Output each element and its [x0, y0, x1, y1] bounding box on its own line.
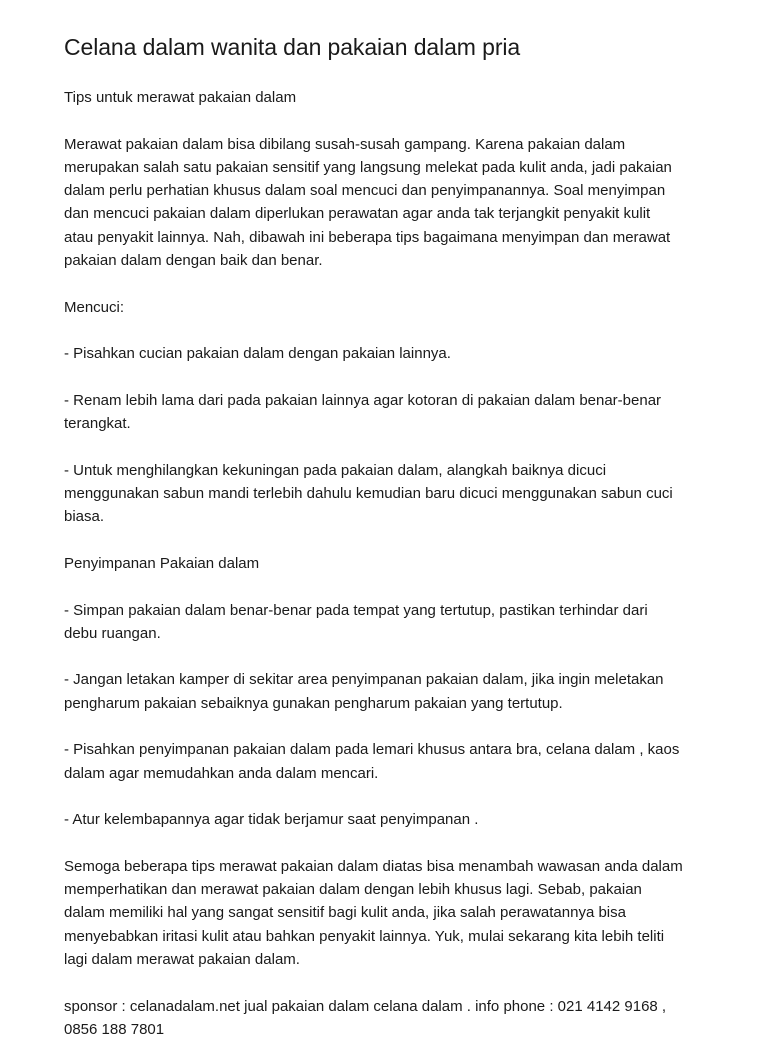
text-line: dalam perlu perhatian khusus dalam soal mencuci dan penyimpanannya. Soal menyimpan: [64, 182, 666, 200]
text-line: atau penyakit lainnya. Nah, dibawah ini beberapa tips bagaimana menyimpan dan merawat: [64, 228, 671, 246]
paragraph-intro: [64, 133, 714, 273]
list-item: [64, 738, 714, 785]
list-item: [64, 599, 714, 646]
text-line: Mencuci:: [64, 298, 125, 316]
paragraph-tips-heading: [64, 86, 714, 109]
section-heading-penyimpanan: [64, 552, 714, 575]
text-line: - Untuk menghilangkan kekuningan pada pakaian dalam, alangkah baiknya dicuci: [64, 461, 607, 479]
text-line: Penyimpanan Pakaian dalam: [64, 554, 260, 572]
text-line: memperhatikan dan merawat pakaian dalam dengan lebih khusus lagi. Sebab, pakaian: [64, 881, 642, 899]
text-line: Semoga beberapa tips merawat pakaian dalam diatas bisa menambah wawasan anda dalam: [64, 857, 683, 875]
text-line: - Atur kelembapannya agar tidak berjamur saat penyimpanan .: [64, 811, 479, 829]
document-page: [64, 31, 714, 1064]
sponsor-text: [64, 995, 714, 1042]
text-line: Tips untuk merawat pakaian dalam: [64, 89, 297, 106]
list-item: [64, 459, 714, 529]
page-title: Celana dalam wanita dan pakaian dalam pria: [64, 34, 521, 60]
text-line: menyebabkan iritasi kulit atau bahkan penyakit lainnya. Yuk, mulai sekarang kita lebih teliti: [64, 927, 665, 945]
text-line: Merawat pakaian dalam bisa dibilang susah-susah gampang. Karena pakaian dalam: [64, 135, 626, 153]
text-line: sponsor : celanadalam.net jual pakaian dalam celana dalam . info phone : 021 4142 9168 ,: [64, 997, 667, 1015]
text-line: - Simpan pakaian dalam benar-benar pada tempat yang tertutup, pastikan terhindar dari: [64, 601, 648, 619]
text-line: - Pisahkan penyimpanan pakaian dalam pada lemari khusus antara bra, celana dalam , kaos: [64, 741, 680, 759]
text-line: lagi dalam merawat pakaian dalam.: [64, 950, 300, 968]
text-line: 0856 188 7801: [64, 1020, 165, 1038]
text-line: dalam agar memudahkan anda dalam mencari.: [64, 764, 379, 782]
text-line: dalam memiliki hal yang sangat sensitif bagi kulit anda, jika salah perawatannya bisa: [64, 904, 626, 922]
text-line: debu ruangan.: [64, 624, 161, 642]
list-item: [64, 389, 714, 436]
list-item: [64, 668, 714, 715]
list-item: [64, 808, 714, 831]
text-line: dan mencuci pakaian dalam diperlukan perawatan agar anda tak terjangkit penyakit kulit: [64, 205, 651, 223]
text-line: biasa.: [64, 508, 105, 526]
text-line: - Renam lebih lama dari pada pakaian lainnya agar kotoran di pakaian dalam benar-benar: [64, 391, 662, 409]
paragraph-conclusion: [64, 855, 714, 971]
list-item: [64, 342, 714, 365]
text-line: - Jangan letakan kamper di sekitar area penyimpanan pakaian dalam, jika ingin meletakan: [64, 671, 664, 689]
text-line: merupakan salah satu pakaian sensitif yang langsung melekat pada kulit anda, jadi pakaian: [64, 158, 672, 176]
section-heading-mencuci: [64, 296, 714, 319]
text-line: pengharum pakaian sebaiknya gunakan pengharum pakaian yang tertutup.: [64, 694, 563, 712]
text-line: terangkat.: [64, 415, 131, 433]
text-line: menggunakan sabun mandi terlebih dahulu kemudian baru dicuci menggunakan sabun cuci: [64, 485, 673, 503]
text-line: pakaian dalam dengan baik dan benar.: [64, 252, 323, 270]
text-line: - Pisahkan cucian pakaian dalam dengan pakaian lainnya.: [64, 345, 451, 363]
